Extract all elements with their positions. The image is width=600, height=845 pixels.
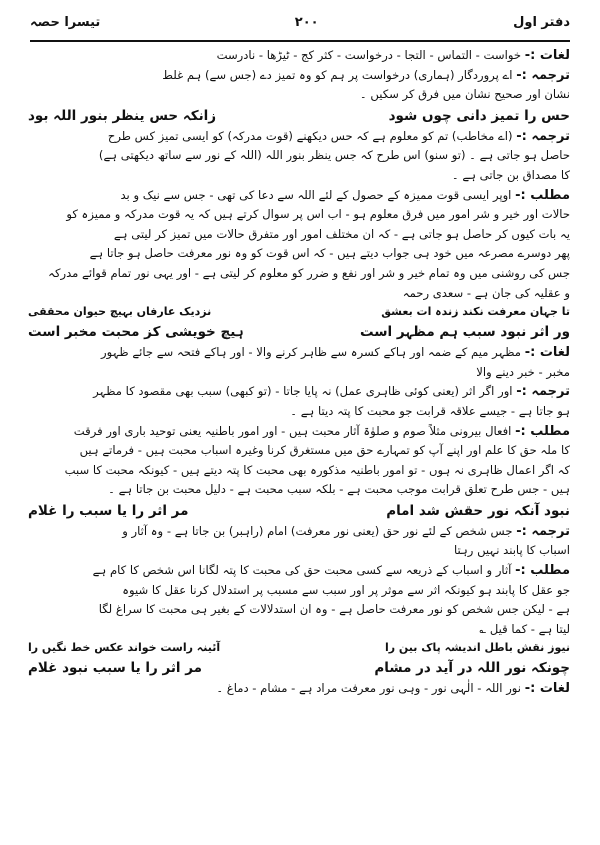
line-label: مطلب :- xyxy=(515,423,570,439)
line-text: جس شخص کے لئے نور حق (یعنی نور معرفت) امام (راہبر) بن جاتا ہے - وہ آثار و xyxy=(122,523,513,538)
text-line xyxy=(28,441,570,461)
text-line xyxy=(28,343,570,363)
verse-second-hemistich: ہیچ خویشی کز محبت مخبر است xyxy=(28,324,244,341)
line-text: خواست - التماس - التجا - درخواست - کثر کج - ٹیڑھا - نادرست xyxy=(216,48,522,62)
text-line xyxy=(28,541,570,561)
verse-couplet xyxy=(28,321,570,343)
line-text: آثار و اسباب کے ذریعہ سے کسی محبت حق کی محبت کا پتہ لگانا اس شخص کا کام ہے xyxy=(92,563,512,578)
text-line xyxy=(28,264,570,284)
verse-couplet xyxy=(28,639,570,657)
line-text: مظہر میم کے ضمہ اور ہاکے کسرہ سے ظاہر کرنے والا - اور ہاکے فتحہ سے جائے ظہور xyxy=(101,345,522,360)
text-line xyxy=(28,66,570,86)
line-label: ترجمہ :- xyxy=(516,128,570,144)
line-text: افعال بیرونی مثلاً صوم و صلوٰۃ آثار محبت ہیں - اور امور باطنیہ یعنی توحید باری اور فرقت xyxy=(73,423,512,438)
text-line xyxy=(28,620,570,640)
verse-couplet xyxy=(28,303,570,321)
text-line xyxy=(28,244,570,264)
line-text: پھر دوسرے مصرعہ میں خود ہی جواب دیتے ہیں - کہ اس قوت کو وہ نور معرفت حاصل ہو جاتا ہے xyxy=(89,246,570,261)
line-text: کا ملہ حق کا علم اور اپنے آپ کو تمہارے حق میں مستغرق کرنا وغیرہ اسباب محبت ہیں - فرماتے ہیں xyxy=(79,443,570,458)
line-text: ہیں - جس طرح تعلق قرابت موجب محبت ہے - بلکہ سبب محبت ہے - دلیل محبت بن جاتا ہے ۔ xyxy=(108,482,570,497)
line-text: نشان اور صحیح نشان میں فرق کر سکیں ۔ xyxy=(359,87,570,102)
text-line xyxy=(28,461,570,481)
line-text: جو عقل کا پابند ہو کیونکہ اثر سے موثر پر اور سبب سے مسبب پر استدلال کرنا عقل کا شیوہ xyxy=(122,582,570,597)
line-text: اے پروردگار (ہماری) درخواست پر ہم کو وہ تمیز دے (جس سے) ہم غلط xyxy=(162,67,513,82)
verse-second-hemistich: آئینہ راست خواند عکس خط نگیں را xyxy=(28,641,221,655)
line-text: ہو جاتا ہے - جیسے علاقہ قرابت جو محبت کا پتہ دیتا ہے ۔ xyxy=(290,403,570,418)
text-line xyxy=(28,402,570,422)
line-text: ہے - لیکن جس شخص کو نور معرفت حاصل ہے - وہ ان استدلالات کے بغیر ہی محبت کا سراغ لگا xyxy=(98,602,570,617)
text-line xyxy=(28,166,570,186)
text-line xyxy=(28,679,570,699)
line-text: و عقلیہ کی جان ہے - سعدی رحمہ xyxy=(402,285,570,300)
text-line xyxy=(28,127,570,147)
line-label: لغات :- xyxy=(524,681,570,697)
line-text: یہ بات کیوں کر حاصل ہو جاتی ہے - کہ ان مختلف امور اور متفرق حالات میں تمیز کر لیتی ہے xyxy=(113,226,570,241)
line-label: لغات :- xyxy=(524,345,570,361)
part-title: تیسرا حصہ xyxy=(30,14,101,30)
line-label: لغات :- xyxy=(524,48,570,63)
line-label: مطلب :- xyxy=(515,563,570,579)
text-line xyxy=(28,85,570,105)
line-label: ترجمہ :- xyxy=(516,523,570,539)
line-text: اوپر ایسی قوت ممیزہ کے حصول کے لئے اللہ سے دعا کی تھی - جس سے نیک و بد xyxy=(120,187,512,202)
page-header xyxy=(30,8,570,36)
text-line xyxy=(28,146,570,166)
line-text: حاصل ہو جاتی ہے ۔ (تو سنو) اس طرح کہ جس ینظر بنور اللہ (اللہ کے نور سے ساتھ دیکھتی ہے) xyxy=(98,148,570,163)
line-text: جس کی روشنی میں وہ تمام خیر و شر اور نفع و ضرر کو معلوم کر لیتی ہے - اور یہی نور تمام قوائے مدرکہ xyxy=(48,265,570,280)
text-line xyxy=(28,561,570,581)
verse-second-hemistich: زانکہ حس ینظر بنور اللہ بود xyxy=(28,107,217,124)
line-text: اور اگر اثر (یعنی کوئی ظاہری عمل) نہ پایا جاتا - (تو کبھی) سبب بھی مقصود کا مظہر xyxy=(93,384,513,399)
text-line xyxy=(28,363,570,383)
text-line xyxy=(28,422,570,442)
line-text: نور اللہ - الٰہی نور - وہی نور معرفت مراد ہے - مشام - دماغ ۔ xyxy=(216,681,522,696)
text-line xyxy=(28,46,570,66)
page-body xyxy=(28,46,570,839)
line-text: لیتا ہے - کما قیل ؎ xyxy=(479,621,570,636)
verse-second-hemistich: مر اثر را یا سبب نبود غلام xyxy=(28,660,203,677)
verse-second-hemistich: مر اثر را یا سبب را غلام xyxy=(28,502,189,519)
verse-couplet xyxy=(28,500,570,522)
line-text: کہ اگر اعمال ظاہری نہ ہوں - تو امور باطنیہ مذکورہ بھی محبت کا پتہ دیتے ہیں - کیونکہ محبت کا سبب xyxy=(64,462,570,477)
line-label: ترجمہ :- xyxy=(516,67,570,83)
verse-first-hemistich: تا جہان معرفت نکند زندہ ات بعشق xyxy=(381,305,570,319)
line-label: ترجمہ :- xyxy=(516,384,570,400)
verse-first-hemistich: چونکہ نور اللہ در آید در مشام xyxy=(374,660,570,677)
text-line xyxy=(28,480,570,500)
text-line xyxy=(28,600,570,620)
line-text: اسباب کا پابند نہیں رہتا xyxy=(453,543,570,558)
text-line xyxy=(28,225,570,245)
verse-first-hemistich: ور اثر نبود سبب ہم مظہر است xyxy=(359,324,570,341)
verse-first-hemistich: نیوز نقش باطل اندیشہ پاک بین را xyxy=(384,641,570,655)
verse-couplet xyxy=(28,657,570,679)
line-label: مطلب :- xyxy=(515,187,570,203)
text-line xyxy=(28,205,570,225)
verse-first-hemistich: حس را تمیز دانی چوں شود xyxy=(388,107,570,124)
text-line xyxy=(28,186,570,206)
verse-couplet xyxy=(28,105,570,127)
line-text: کا مصداق بن جاتی ہے ۔ xyxy=(451,167,570,182)
section-title: دفتر اول xyxy=(513,14,570,30)
text-line xyxy=(28,581,570,601)
page-number: ۲۰۰ xyxy=(294,14,319,30)
line-text: (اے مخاطب) تم کو معلوم ہے کہ حس دیکھنے (قوت مدرکہ) کو ایسی تمیز کس طرح xyxy=(107,128,513,143)
verse-first-hemistich: نبود آنکہ نور حقش شد امام xyxy=(386,502,570,519)
header-divider xyxy=(30,40,570,42)
text-line xyxy=(28,284,570,304)
text-line xyxy=(28,382,570,402)
line-text: مخبر - خبر دینے والا xyxy=(476,364,570,379)
line-text: حالات اور خیر و شر امور میں فرق معلوم ہو - اب اس پر سوال کرتے ہیں کہ یہ قوت مدرکہ و ممیزہ کو xyxy=(66,207,570,222)
text-line xyxy=(28,522,570,542)
verse-second-hemistich: نزدیک عارفاں بہیچ حیوان محققی xyxy=(28,305,212,319)
